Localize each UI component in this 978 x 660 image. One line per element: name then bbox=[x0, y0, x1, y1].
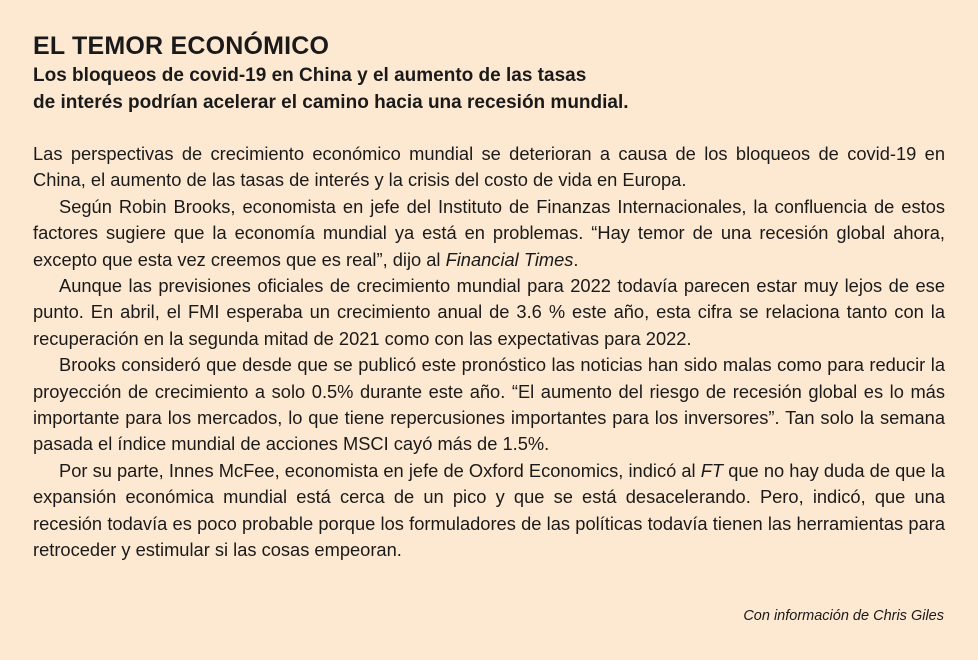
paragraph-2 bbox=[33, 194, 945, 273]
paragraph-4: Brooks consideró que desde que se publicó este pronóstico las noticias han sido malas como para reducir la proyección de crecimiento a solo 0.5% durante este año. “El aumento del riesgo de recesión global es lo más importante para los mercados, lo que tiene repercusiones importantes para los inversores”. Tan solo la semana pasada el índice mundial de acciones MSCI cayó más de 1.5%. bbox=[33, 354, 945, 455]
paragraph-5-rest: que no hay duda de que la expansión económica mundial está cerca de un pico y que se está desacelerando. Pero, indicó, que una recesión todavía es poco probable porque los formuladores de las políticas todavía tienen las herramientas para retroceder y estimular si las cosas empeoran. bbox=[33, 459, 945, 561]
subtitle-line-1: Los bloqueos de covid-19 en China y el aumento de las tasas bbox=[33, 65, 587, 86]
paragraph-2-text: Según Robin Brooks, economista en jefe del Instituto de Finanzas Internacionales, la confluencia de estos factores sugiere que la economía mundial ya está en problemas. “Hay temor de una recesión global ahora, excepto que esta vez creemos que es real”, dijo al bbox=[33, 195, 945, 270]
paragraph-5 bbox=[33, 458, 945, 564]
paragraph-3: Aunque las previsiones oficiales de crecimiento mundial para 2022 todavía parecen estar muy lejos de ese punto. En abril, el FMI esperaba un crecimiento anual de 3.6 % este año, esta cifra se relaciona tanto con la recuperación en la segunda mitad de 2021 como con las expectativas para 2022. bbox=[33, 275, 945, 349]
article-body bbox=[33, 141, 945, 564]
article-subtitle bbox=[33, 62, 753, 116]
subtitle-line-2: de interés podrían acelerar el camino hacia una recesión mundial. bbox=[33, 92, 629, 113]
article-title: EL TEMOR ECONÓMICO bbox=[33, 32, 330, 60]
paragraph-5-start: Por su parte, Innes McFee, economista en jefe de Oxford Economics, indicó al bbox=[59, 459, 701, 481]
paragraph-2-italic: Financial Times bbox=[445, 248, 574, 270]
paragraph-1: Las perspectivas de crecimiento económico mundial se deterioran a causa de los bloqueos de covid-19 en China, el aumento de las tasas de interés y la crisis del costo de vida en Europa. bbox=[33, 143, 945, 191]
article-credit: Con información de Chris Giles bbox=[743, 608, 944, 624]
paragraph-5-italic: FT bbox=[700, 459, 724, 481]
paragraph-2-end: . bbox=[573, 248, 579, 270]
